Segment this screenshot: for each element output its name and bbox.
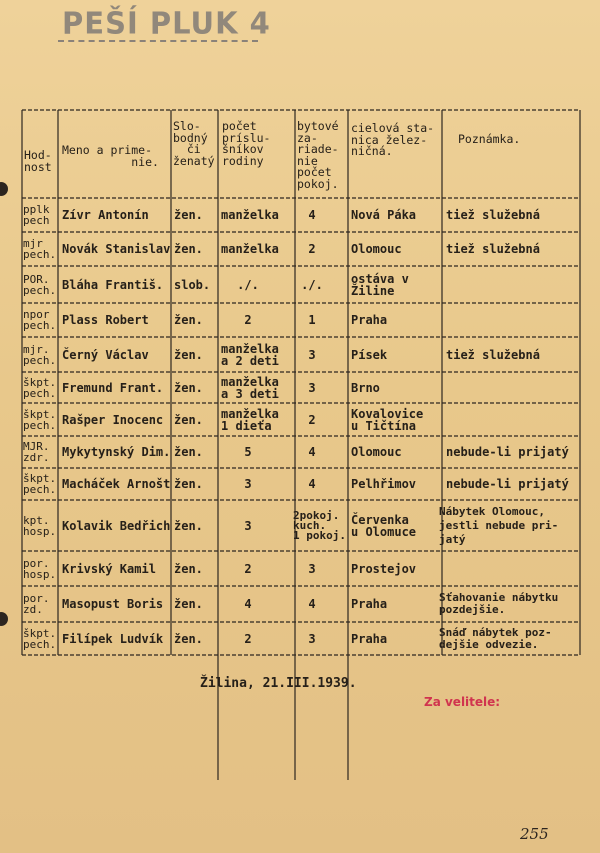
rank-cell-line: por. (23, 592, 50, 605)
destination-cell-line: Olomouc (351, 445, 402, 459)
rank-cell (23, 441, 50, 463)
destination-cell-line: Olomouc (351, 242, 402, 256)
rank-cell-line: škpt. (23, 407, 57, 421)
name-cell-line: Filípek Ludvík (62, 631, 164, 646)
destination-cell (351, 209, 416, 221)
destination-cell (351, 563, 416, 575)
rank-cell-line: hosp. (23, 524, 57, 538)
status-cell (174, 414, 203, 426)
rooms-cell-line: 2 (308, 412, 316, 427)
family-cell-line: manželka (221, 341, 279, 356)
name-cell (62, 478, 170, 490)
rank-cell-line: pech. (23, 483, 57, 496)
rooms-cell-line: 1 pokoj. (293, 528, 346, 542)
rooms-cell (295, 243, 329, 255)
rank-cell-line: pech. (23, 319, 57, 332)
rooms-cell (295, 349, 329, 361)
rank-cell (23, 473, 56, 495)
status-cell (174, 349, 203, 361)
family-cell (218, 598, 278, 610)
status-cell-line: žen. (174, 208, 203, 222)
note-cell-line: nebude-li prijatý (446, 445, 569, 459)
rooms-cell-line: 4 (308, 208, 316, 222)
family-cell (218, 446, 278, 458)
destination-cell-line: Červenka (351, 512, 409, 527)
name-cell-line: Masopust Boris (62, 597, 164, 611)
family-cell-line: a 3 deti (221, 386, 279, 401)
destination-cell-line: u Tičtína (351, 418, 417, 433)
rank-cell-line: pech. (23, 353, 57, 367)
rank-cell-line: škpt. (23, 626, 57, 640)
rooms-cell (295, 382, 329, 394)
destination-cell-line: Brno (351, 380, 380, 395)
rooms-cell-line: 2pokoj. (293, 508, 340, 522)
name-cell (62, 598, 163, 610)
status-cell-line: slob. (174, 277, 211, 292)
family-cell-line: 2 (244, 631, 252, 646)
header-apartment: bytové za- riade- nie počet pokoj. (297, 119, 339, 191)
note-cell-line: pozdejšie. (439, 603, 506, 616)
family-cell (218, 563, 278, 575)
status-cell (174, 382, 203, 394)
header-destination: cielová sta- nica želez- ničná. (351, 121, 435, 158)
family-cell (218, 314, 278, 326)
rank-cell-line: pech (23, 214, 50, 227)
header-name: Meno a prime- nie. (62, 143, 159, 169)
rank-cell (23, 204, 50, 226)
status-cell-line: žen. (174, 380, 203, 395)
family-cell (218, 478, 278, 490)
note-cell (446, 349, 540, 361)
rooms-cell (295, 279, 329, 291)
status-cell (174, 563, 203, 575)
note-cell-line: Sťahovanie nábytku (439, 591, 559, 604)
rank-cell (23, 344, 56, 366)
destination-cell-line: Praha (351, 597, 388, 611)
name-cell-line: Mykytynský Dim. (62, 445, 171, 459)
family-cell (221, 243, 279, 255)
rank-cell-line: škpt. (23, 472, 57, 485)
status-cell-line: žen. (174, 412, 203, 427)
rooms-cell-line: 2 (308, 242, 316, 256)
destination-cell (351, 478, 416, 490)
family-cell (221, 209, 279, 221)
rooms-cell (295, 633, 329, 645)
status-cell (174, 598, 203, 610)
header-family-count: počet príslu- šníkov rodiny (222, 119, 271, 168)
commander-stamp: Za velitele: (424, 695, 501, 709)
rank-cell-line: pech. (23, 637, 57, 651)
name-cell (62, 520, 170, 532)
rooms-cell (295, 598, 329, 610)
status-cell-line: žen. (174, 597, 203, 611)
rank-cell-line: zd. (23, 603, 43, 616)
status-cell (174, 209, 203, 221)
rank-cell-line: npor (23, 308, 50, 321)
name-cell (62, 243, 170, 255)
rooms-cell (295, 446, 329, 458)
status-cell (174, 633, 203, 645)
status-cell-line: žen. (174, 477, 203, 491)
note-cell (439, 505, 558, 547)
destination-cell-line: Prostejov (351, 561, 417, 576)
family-cell-line: manželka (221, 242, 279, 256)
rank-cell-line: pech. (23, 283, 57, 297)
destination-cell (351, 408, 423, 432)
destination-cell-line: Praha (351, 631, 388, 646)
rank-cell-line: mjr (23, 237, 43, 250)
rooms-cell-line: 3 (308, 380, 316, 395)
rank-cell (23, 593, 50, 615)
rank-cell (23, 558, 56, 580)
family-cell-line: 5 (244, 445, 252, 459)
family-cell (221, 376, 279, 400)
rank-cell-line: POR. (23, 272, 50, 286)
rooms-cell-line: 3 (308, 347, 316, 362)
note-cell-line: jatý (439, 532, 466, 546)
destination-cell-line: Pelhřimov (351, 477, 417, 491)
name-cell (62, 209, 149, 221)
name-cell-line: Kolavik Bedřich (62, 518, 171, 533)
name-cell-line: Rašper Inocenc (62, 412, 164, 427)
rank-cell-line: škpt. (23, 375, 57, 389)
rooms-cell-line: 1 (308, 313, 316, 327)
name-cell-line: Černý Václav (62, 347, 149, 362)
place-date: Žilina, 21.III.1939. (200, 676, 357, 691)
status-cell (174, 478, 203, 490)
destination-cell-line: ostáva v (351, 271, 409, 286)
family-cell-line: manželka (221, 208, 279, 222)
rooms-cell-line: kuch. (293, 518, 327, 532)
rooms-cell (295, 478, 329, 490)
name-cell (62, 382, 163, 394)
rank-cell-line: pech. (23, 386, 57, 400)
destination-cell-line: Kovalovice (351, 406, 424, 421)
destination-cell-line: Písek (351, 347, 388, 362)
family-cell-line: 2 (244, 313, 252, 327)
family-cell-line: 4 (244, 597, 252, 611)
destination-cell (351, 382, 380, 394)
family-cell-line: 3 (244, 518, 252, 533)
status-cell (174, 314, 203, 326)
rooms-cell-line: ./. (301, 277, 323, 292)
family-cell (218, 279, 278, 291)
name-cell (62, 633, 163, 645)
header-note: Poznámka. (458, 132, 521, 146)
status-cell (174, 446, 203, 458)
family-cell-line: ./. (237, 277, 259, 292)
destination-cell (351, 314, 387, 326)
note-cell-line: nebude-li prijatý (446, 477, 569, 491)
name-cell-line: Macháček Arnošt (62, 477, 171, 491)
name-cell (62, 349, 149, 361)
status-cell-line: žen. (174, 445, 203, 459)
rooms-cell-line: 3 (308, 561, 316, 576)
status-cell-line: žen. (174, 347, 203, 362)
name-cell (62, 314, 149, 326)
destination-cell (351, 598, 387, 610)
name-cell-line: Zívr Antonín (62, 208, 149, 222)
status-cell (174, 520, 203, 532)
rank-cell (23, 377, 56, 399)
note-cell (446, 243, 540, 255)
rank-cell-line: mjr. (23, 342, 50, 356)
name-cell (62, 563, 156, 575)
note-cell-line: Snáď nábytek poz- (439, 625, 552, 639)
rooms-cell-line: 3 (308, 631, 316, 646)
destination-cell (351, 243, 402, 255)
destination-cell (351, 633, 387, 645)
family-cell (218, 520, 278, 532)
status-cell-line: žen. (174, 242, 203, 256)
family-cell-line: a 2 deti (221, 353, 279, 368)
note-cell (446, 446, 569, 458)
destination-cell-line: Žiline (351, 283, 395, 298)
name-cell-line: Plass Robert (62, 313, 149, 327)
rooms-cell-line: 4 (308, 597, 316, 611)
name-cell-line: Krivský Kamil (62, 561, 156, 576)
destination-cell (351, 514, 416, 538)
note-cell-line: jestli nebude pri- (439, 518, 559, 532)
destination-cell (351, 349, 387, 361)
rooms-cell (295, 314, 329, 326)
rooms-cell-line: 4 (308, 445, 316, 459)
name-cell (62, 446, 170, 458)
family-cell-line: 2 (244, 561, 252, 576)
family-cell-line: manželka (221, 406, 279, 421)
family-cell-line: 3 (244, 477, 252, 491)
note-cell-line: tiež služebná (446, 208, 540, 222)
note-cell (439, 592, 558, 616)
family-cell-line: 1 dieťa (221, 418, 272, 433)
note-cell-line: dejšie odvezie. (439, 637, 539, 651)
destination-cell-line: Praha (351, 313, 388, 327)
status-cell-line: žen. (174, 631, 203, 646)
rank-cell (23, 274, 56, 296)
status-cell-line: žen. (174, 561, 203, 576)
name-cell-line: Novák Stanislav (62, 242, 171, 256)
header-rank: Hod- nost (24, 148, 52, 174)
rank-cell-line: zdr. (23, 451, 50, 464)
note-cell-line: Nábytek Olomouc, (439, 504, 545, 518)
rank-cell (23, 628, 56, 650)
note-cell (439, 627, 552, 651)
rooms-cell-line: 4 (308, 477, 316, 491)
destination-cell (351, 273, 409, 297)
family-cell-line: manželka (221, 374, 279, 389)
note-cell (446, 209, 540, 221)
regiment-stamp: PEŠÍ PLUK 4 (62, 5, 271, 41)
rank-cell-line: pech. (23, 248, 57, 261)
name-cell (62, 414, 163, 426)
family-cell (221, 343, 279, 367)
rank-cell-line: pplk (23, 203, 50, 216)
name-cell (62, 279, 163, 291)
rank-cell (23, 238, 56, 260)
note-cell-line: tiež služebná (446, 347, 540, 362)
name-cell-line: Bláha Františ. (62, 277, 164, 292)
rooms-cell (295, 414, 329, 426)
rank-cell-line: kpt. (23, 513, 50, 527)
note-cell (446, 478, 569, 490)
status-cell (174, 279, 210, 291)
rank-cell (23, 515, 56, 537)
destination-cell-line: Nová Páka (351, 208, 417, 222)
status-cell-line: žen. (174, 518, 203, 533)
rank-cell-line: por. (23, 556, 50, 570)
rooms-cell (295, 563, 329, 575)
page-number: 255 (520, 825, 549, 843)
header-marital-status: Slo- bodný či ženatý (173, 119, 215, 168)
name-cell-line: Fremund Frant. (62, 380, 164, 395)
rooms-cell (293, 508, 346, 542)
rank-cell-line: MJR. (23, 440, 50, 453)
rank-cell-line: hosp. (23, 567, 57, 581)
rank-cell (23, 309, 56, 331)
rooms-cell (295, 209, 329, 221)
status-cell (174, 243, 203, 255)
rank-cell (23, 409, 56, 431)
destination-cell (351, 446, 402, 458)
family-cell (218, 633, 278, 645)
rank-cell-line: pech. (23, 418, 57, 432)
destination-cell-line: u Olomuce (351, 524, 417, 539)
family-cell (221, 408, 279, 432)
note-cell-line: tiež služebná (446, 242, 540, 256)
status-cell-line: žen. (174, 313, 203, 327)
